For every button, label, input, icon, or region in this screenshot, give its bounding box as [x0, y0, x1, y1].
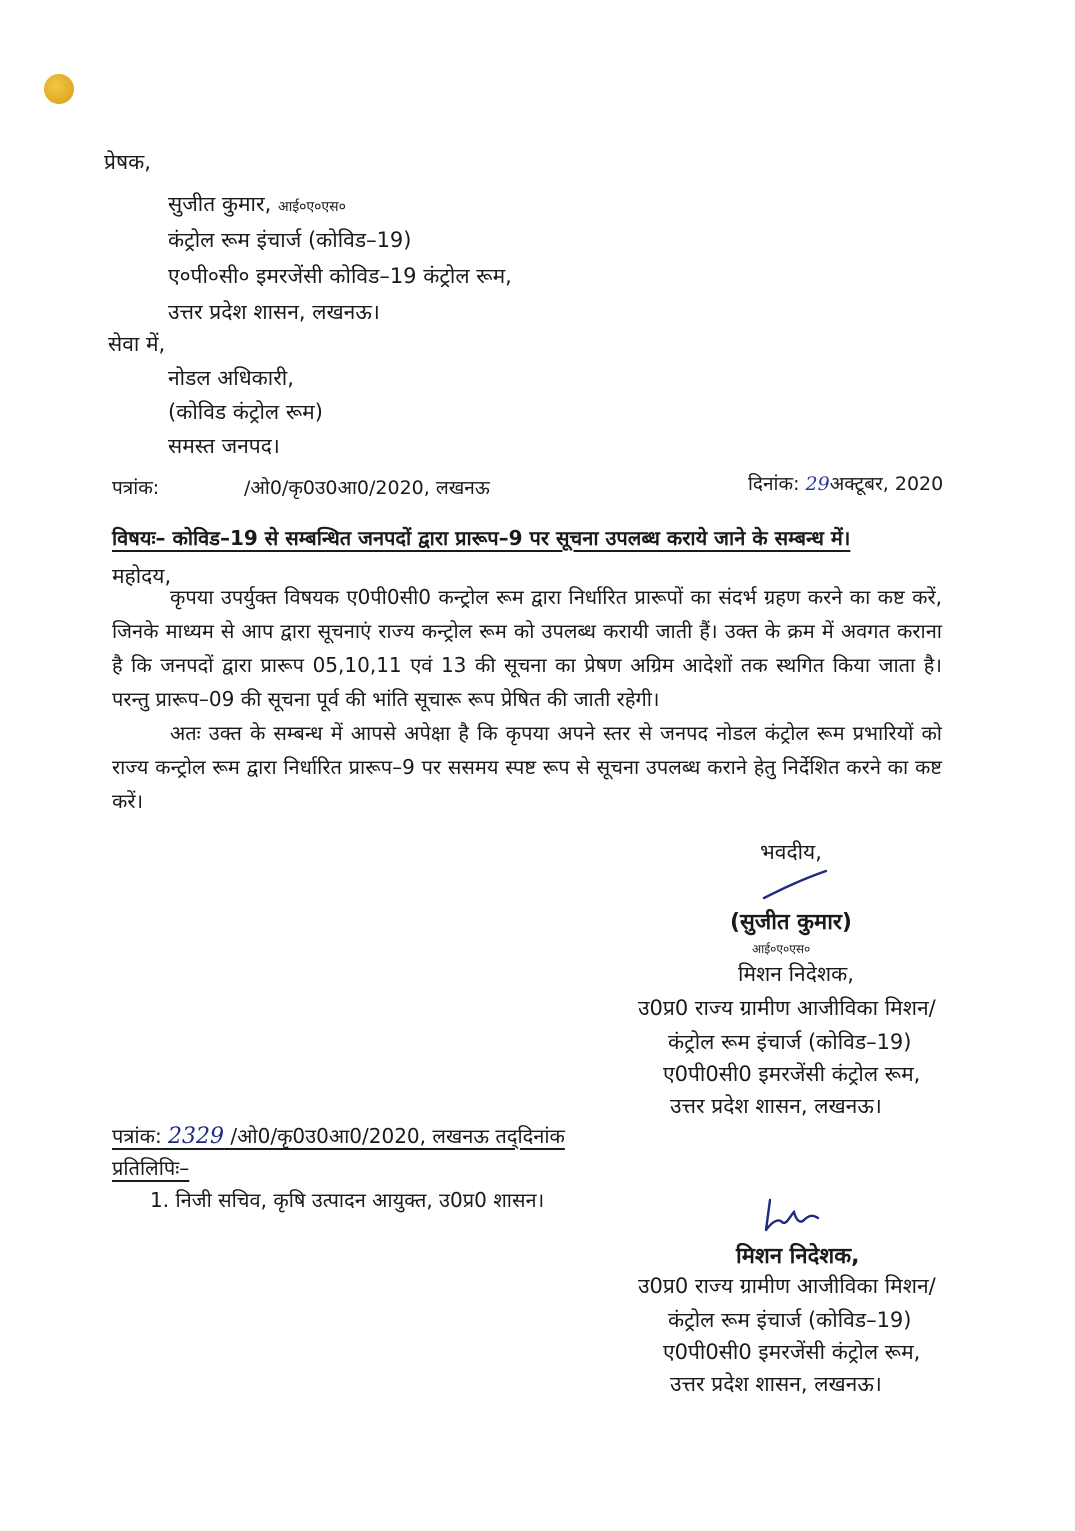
copy-label: प्रतिलिपिः–: [112, 1156, 190, 1180]
letter-body: [112, 580, 942, 818]
subject-line: विषयः– कोविड–19 से सम्बन्धित जनपदों द्वारा प्रारूप–9 पर सूचना उपलब्ध कराये जाने के सम्बन्ध में।: [112, 526, 851, 550]
copy-ref-rest: /ओ0/कृ0उ0आ0/2020, लखनऊ तद्‌दिनांक: [230, 1124, 565, 1148]
sig1-line4: ए0पी0सी0 इमरजेंसी कंट्रोल रूम,: [663, 1062, 921, 1086]
sig1-line1: मिशन निदेशक,: [738, 962, 854, 986]
date-label: दिनांक:: [748, 473, 800, 495]
copy-item-1-text: निजी सचिव, कृषि उत्पादन आयुक्त, उ0प्र0 शासन।: [175, 1188, 545, 1212]
sender-name: सुजीत कुमार,: [168, 192, 272, 216]
signatory-name: (सुजीत कुमार): [730, 910, 852, 935]
sig1-line2: उ0प्र0 राज्य ग्रामीण आजीविका मिशन/: [638, 996, 936, 1020]
body-paragraph-1: कृपया उपर्युक्त विषयक ए0पी0सी0 कन्ट्रोल रूम द्वारा निर्धारित प्रारूपों का संदर्भ ग्रहण करने का कष्ट करें, जिनके माध्यम से आप द्वारा सूचनाएं राज्य कन्ट्रोल रूम को उपलब्ध करायी जाती हैं। उक्त के क्रम में अवगत कराना है कि जनपदों द्वारा प्रारूप 05,10,11 एवं 13 की सूचना का प्रेषण अग्रिम आदेशों तक स्थगित किया जाता है। परन्तु प्रारूप–09 की सूचना पूर्व की भांति सूचारू रूप प्रेषित की जाती रहेगी।: [112, 585, 942, 711]
copy-reference: [112, 1122, 565, 1149]
sender-location: उत्तर प्रदेश शासन, लखनऊ।: [168, 300, 380, 324]
copy-ref-label: पत्रांक:: [112, 1124, 162, 1148]
sig2-line5: उत्तर प्रदेश शासन, लखनऊ।: [670, 1372, 882, 1396]
signatory-suffix: आई०ए०एस०: [752, 942, 811, 956]
sig1-line3: कंट्रोल रूम इंचार्ज (कोविड–19): [668, 1030, 912, 1054]
sender-name-suffix: आई०ए०एस०: [277, 199, 346, 215]
copy-item-1-number: 1.: [150, 1188, 170, 1212]
salutation: महोदय,: [112, 564, 172, 588]
yellow-punch-mark: [44, 74, 74, 104]
closing: भवदीय,: [760, 840, 822, 864]
sender-name-line: [168, 190, 346, 218]
sig2-line4: ए0पी0सी0 इमरजेंसी कंट्रोल रूम,: [663, 1340, 921, 1364]
sig2-line1: मिशन निदेशक,: [736, 1244, 860, 1269]
reference-number: /ओ0/कृ0उ0आ0/2020, लखनऊ: [244, 477, 490, 499]
signature-1-mark: [760, 868, 830, 902]
reference-label: पत्रांक:: [112, 477, 160, 499]
sig2-line2: उ0प्र0 राज्य ग्रामीण आजीविका मिशन/: [638, 1274, 936, 1298]
recipient-label: सेवा में,: [108, 332, 166, 356]
recipient-line2: (कोविड कंट्रोल रूम): [168, 400, 323, 424]
sender-label: प्रेषक,: [104, 150, 151, 174]
date-handwritten: 29: [805, 473, 830, 495]
copy-item-1: [150, 1186, 544, 1213]
sig2-line3: कंट्रोल रूम इंचार्ज (कोविड–19): [668, 1308, 912, 1332]
sig1-line5: उत्तर प्रदेश शासन, लखनऊ।: [670, 1094, 882, 1118]
date-rest: अक्टूबर, 2020: [829, 473, 944, 495]
copy-ref-handwritten-number: 2329: [168, 1124, 225, 1149]
recipient-line3: समस्त जनपद।: [168, 434, 280, 458]
recipient-line1: नोडल अधिकारी,: [168, 366, 294, 390]
reference-date: [748, 470, 943, 496]
sender-designation: कंट्रोल रूम इंचार्ज (कोविड–19): [168, 228, 412, 252]
body-paragraph-2: अतः उक्त के सम्बन्ध में आपसे अपेक्षा है कि कृपया अपने स्तर से जनपद नोडल कंट्रोल रूम प्रभारियों को राज्य कन्ट्रोल रूम द्वारा निर्धारित प्रारूप–9 पर ससमय स्पष्ट रूप से सूचना उपलब्ध कराने हेतु निर्देशित करने का कष्ट करें।: [112, 721, 942, 813]
sender-office: ए०पी०सी० इमरजेंसी कोविड–19 कंट्रोल रूम,: [168, 264, 512, 288]
signature-2-mark: [760, 1192, 824, 1238]
